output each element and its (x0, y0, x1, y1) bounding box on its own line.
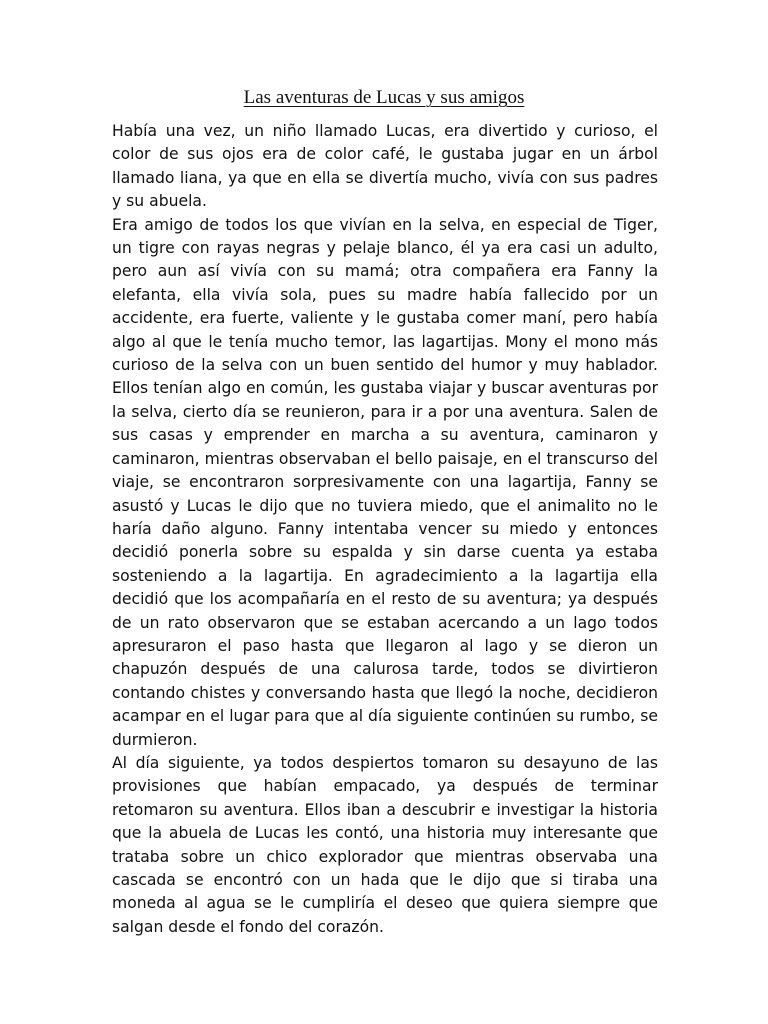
paragraph-1: Había una vez, un niño llamado Lucas, era divertido y curioso, el color de sus ojos era de color café, le gustaba jugar en un árbol llamado liana, ya que en ella se divertía mucho, vivía con sus padres y su abuela. (112, 122, 658, 211)
document-title: Las aventuras de Lucas y sus amigos (243, 87, 525, 108)
paragraph-3: Al día siguiente, ya todos despiertos tomaron su desayuno de las provisiones que habían empacado, ya después de terminar retomaron su aventura. Ellos iban a descubrir e investigar la historia que la abuela de Lucas les contó, una historia muy interesante que trataba sobre un chico explorador que mientras observaba una cascada se encontró con un hada que le dijo que si tiraba una moneda al agua se le cumpliría el deseo que quiera siempre que salgan desde el fondo del corazón. (112, 753, 658, 936)
paragraph-2: Era amigo de todos los que vivían en la selva, en especial de Tiger, un tigre con rayas negras y pelaje blanco, él ya era casi un adulto, pero aun así vivía con su mamá; otra compañera era Fanny la elefanta, ella vivía sola, pues su madre había fallecido por un accidente, era fuerte, valiente y le gustaba comer maní, pero había algo al que le tenía mucho temor, las lagartijas. Mony el mono más curioso de la selva con un buen sentido del humor y muy hablador. Ellos tenían algo en común, les gustaba viajar y buscar aventuras por la selva, cierto día se reunieron, para ir a por una aventura. Salen de sus casas y emprender en marcha a su aventura, caminaron y caminaron, mientras observaban el bello paisaje, en el transcurso del viaje, se encontraron sorpresivamente con una lagartija, Fanny se asustó y Lucas le dijo que no tuviera miedo, que el animalito no le haría daño alguno. Fanny intentaba vencer su miedo y entonces decidió ponerla sobre su espalda y sin darse cuenta ya estaba sosteniendo a la lagartija. En agradecimiento a la lagartija ella decidió que los acompañaría en el resto de su aventura; ya después de un rato observaron que se estaban acercando a un lago todos apresuraron el paso hasta que llegaron al lago y se dieron un chapuzón después de una calurosa tarde, todos se divirtieron contando chistes y conversando hasta que llegó la noche, decidieron acampar en el lugar para que al día siguiente continúen su rumbo, se durmieron. (112, 215, 658, 749)
document-body (112, 120, 658, 939)
